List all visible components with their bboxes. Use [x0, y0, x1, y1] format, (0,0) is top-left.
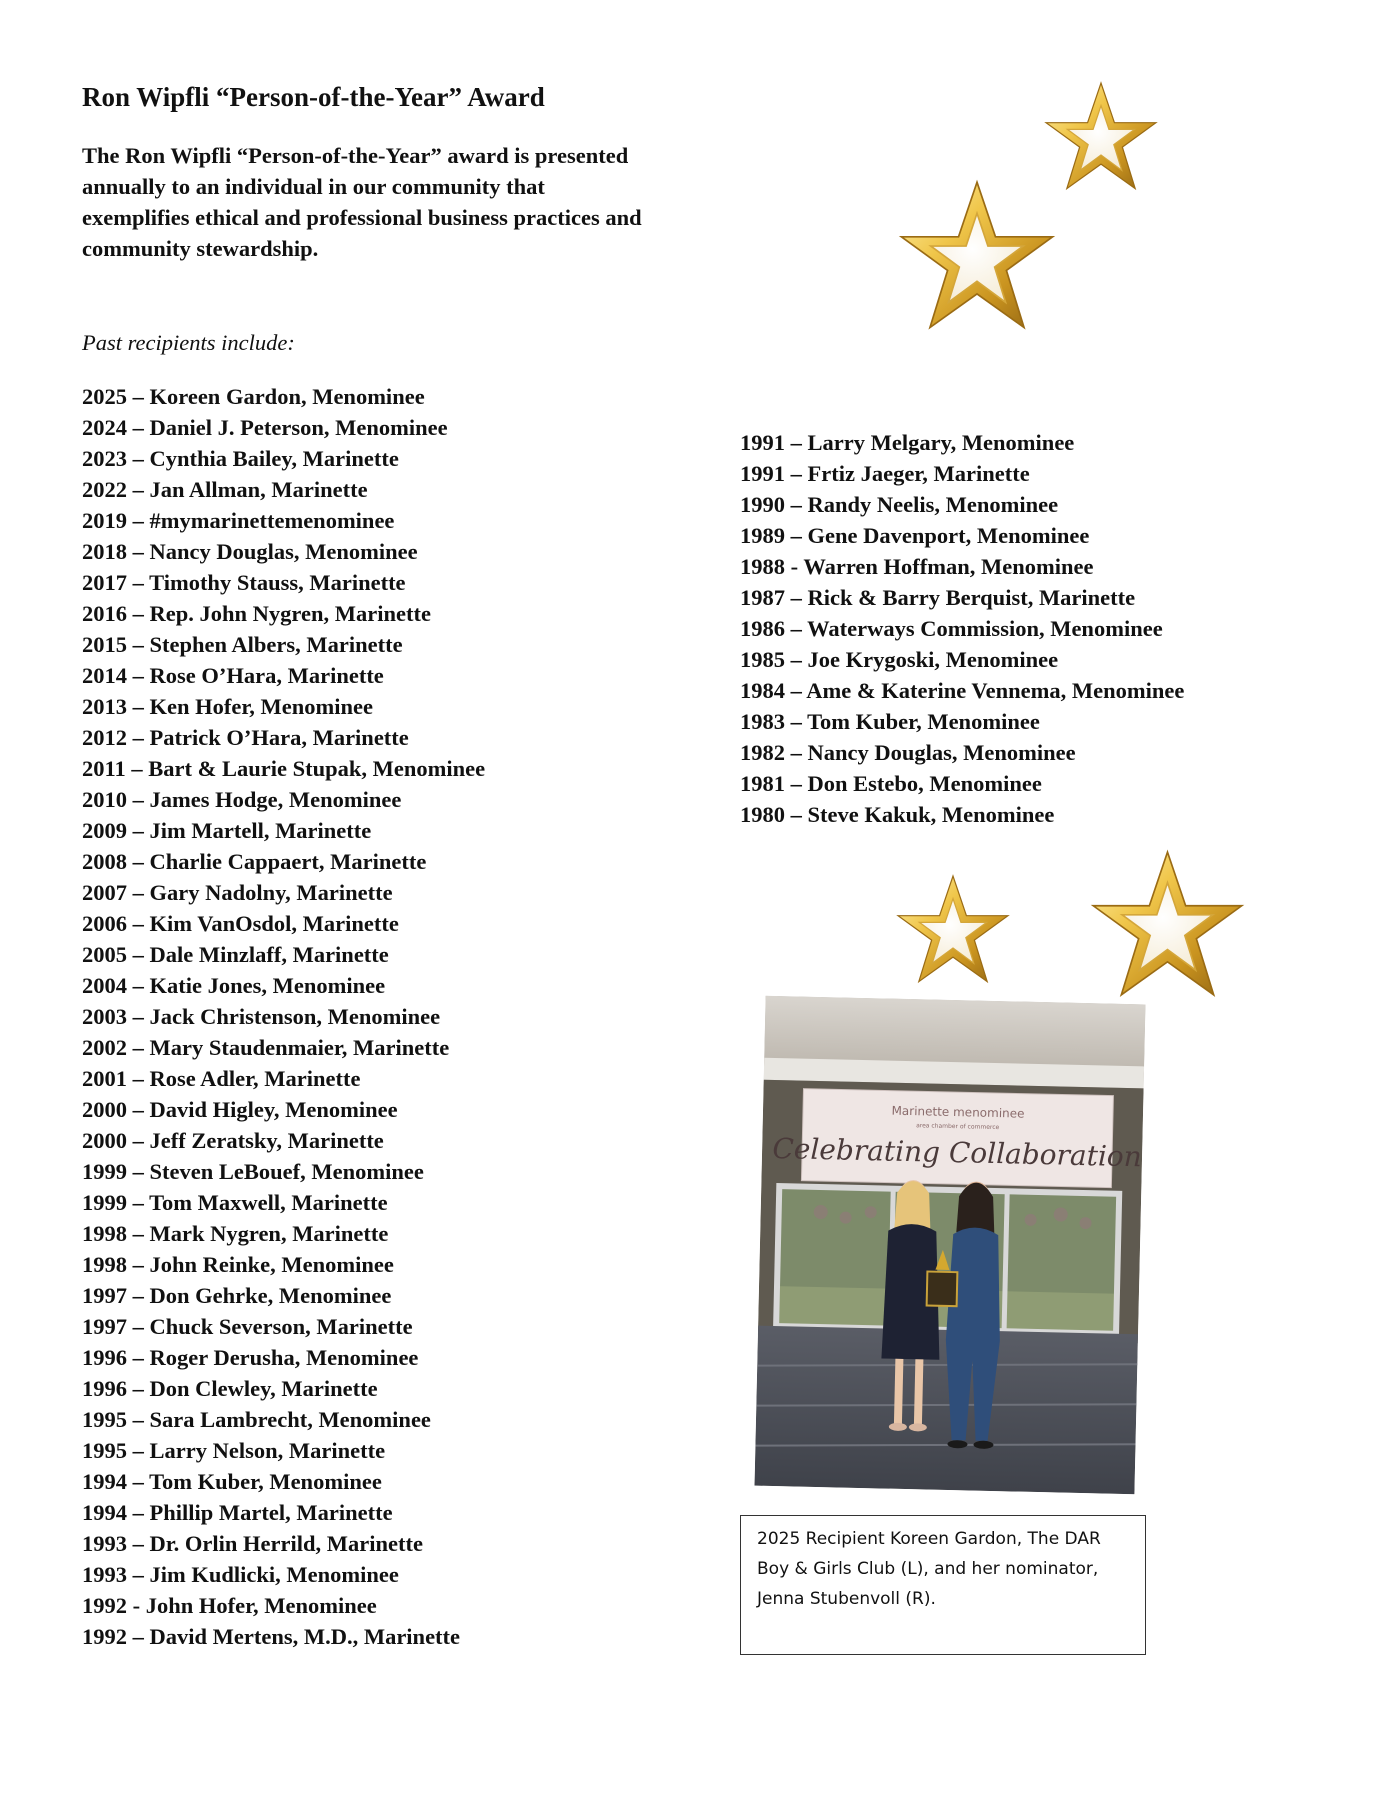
recipient-entry: 2010 – James Hodge, Menominee — [82, 787, 402, 812]
recipients-list-left — [82, 381, 485, 1652]
recipient-entry: 2007 – Gary Nadolny, Marinette — [82, 880, 393, 905]
award-description: The Ron Wipfli “Person-of-the-Year” award is presented annually to an individual in our community that exemplifies ethical and professional business practices and community stewardship. — [82, 143, 642, 261]
recipient-entry: 2014 – Rose O’Hara, Marinette — [82, 663, 384, 688]
recipient-entry: 2025 – Koreen Gardon, Menominee — [82, 384, 425, 409]
recipient-entry: 1997 – Chuck Severson, Marinette — [82, 1314, 413, 1339]
recipient-entry: 1982 – Nancy Douglas, Menominee — [740, 740, 1076, 765]
page-title: Ron Wipfli “Person-of-the-Year” Award — [82, 82, 545, 112]
gold-star-icon — [892, 873, 1014, 995]
recipient-entry: 1983 – Tom Kuber, Menominee — [740, 709, 1040, 734]
recipient-entry: 2001 – Rose Adler, Marinette — [82, 1066, 361, 1091]
banner-text: Celebrating Collaboration — [772, 1131, 1143, 1174]
past-recipients-label: Past recipients include: — [82, 330, 295, 355]
recipient-entry: 1993 – Dr. Orlin Herrild, Marinette — [82, 1531, 423, 1556]
recipient-entry: 1988 - Warren Hoffman, Menominee — [740, 554, 1094, 579]
recipient-entry: 1984 – Ame & Katerine Vennema, Menominee — [740, 678, 1185, 703]
recipient-entry: 2000 – David Higley, Menominee — [82, 1097, 398, 1122]
recipient-entry: 1998 – John Reinke, Menominee — [82, 1252, 394, 1277]
recipients-list-right — [740, 427, 1184, 830]
recipient-entry: 1987 – Rick & Barry Berquist, Marinette — [740, 585, 1136, 610]
recipient-entry: 2013 – Ken Hofer, Menominee — [82, 694, 373, 719]
recipient-entry: 2012 – Patrick O’Hara, Marinette — [82, 725, 409, 750]
recipient-entry: 1998 – Mark Nygren, Marinette — [82, 1221, 389, 1246]
recipient-entry: 1995 – Larry Nelson, Marinette — [82, 1438, 386, 1463]
recipient-entry: 1989 – Gene Davenport, Menominee — [740, 523, 1090, 548]
recipient-entry: 1999 – Steven LeBouef, Menominee — [82, 1159, 424, 1184]
banner-logo-text: Marinette menominee — [891, 1103, 1025, 1121]
recipient-entry: 1991 – Larry Melgary, Menominee — [740, 430, 1075, 455]
recipient-entry: 2019 – #mymarinettemenominee — [82, 508, 395, 533]
recipient-entry: 2005 – Dale Minzlaff, Marinette — [82, 942, 389, 967]
recipient-entry: 2008 – Charlie Cappaert, Marinette — [82, 849, 427, 874]
recipient-entry: 1995 – Sara Lambrecht, Menominee — [82, 1407, 431, 1432]
recipient-entry: 2004 – Katie Jones, Menominee — [82, 973, 386, 998]
recipient-entry: 1994 – Phillip Martel, Marinette — [82, 1500, 393, 1525]
recipient-entry: 2015 – Stephen Albers, Marinette — [82, 632, 403, 657]
recipient-entry: 2011 – Bart & Laurie Stupak, Menominee — [82, 756, 486, 781]
recipient-entry: 1992 – David Mertens, M.D., Marinette — [82, 1624, 461, 1649]
banner-subtitle-text: area chamber of commerce — [916, 1122, 1000, 1132]
recipient-entry: 1999 – Tom Maxwell, Marinette — [82, 1190, 388, 1215]
recipient-entry: 2009 – Jim Martell, Marinette — [82, 818, 372, 843]
recipient-entry: 1996 – Don Clewley, Marinette — [82, 1376, 378, 1401]
recipient-entry: 2018 – Nancy Douglas, Menominee — [82, 539, 418, 564]
recipient-entry: 1996 – Roger Derusha, Menominee — [82, 1345, 419, 1370]
recipient-entry: 1990 – Randy Neelis, Menominee — [740, 492, 1059, 517]
recipient-entry: 1993 – Jim Kudlicki, Menominee — [82, 1562, 399, 1587]
recipient-entry: 1981 – Don Estebo, Menominee — [740, 771, 1042, 796]
recipient-entry: 1980 – Steve Kakuk, Menominee — [740, 802, 1055, 827]
recipient-entry: 2024 – Daniel J. Peterson, Menominee — [82, 415, 448, 440]
recipient-entry: 1986 – Waterways Commission, Menominee — [740, 616, 1163, 641]
recipient-entry: 2000 – Jeff Zeratsky, Marinette — [82, 1128, 384, 1153]
gold-star-icon — [1085, 848, 1250, 1013]
recipient-entry: 2002 – Mary Staudenmaier, Marinette — [82, 1035, 450, 1060]
award-photo — [754, 996, 1145, 1494]
recipient-entry: 2006 – Kim VanOsdol, Marinette — [82, 911, 399, 936]
photo-caption: 2025 Recipient Koreen Gardon, The DAR Boy & Girls Club (L), and her nominator, Jenna Stubenvoll (R). — [740, 1515, 1146, 1655]
recipient-entry: 2022 – Jan Allman, Marinette — [82, 477, 368, 502]
recipient-entry: 1991 – Frtiz Jaeger, Marinette — [740, 461, 1030, 486]
recipient-entry: 1985 – Joe Krygoski, Menominee — [740, 647, 1059, 672]
gold-star-icon — [893, 178, 1061, 346]
recipient-entry: 1994 – Tom Kuber, Menominee — [82, 1469, 382, 1494]
recipient-entry: 2016 – Rep. John Nygren, Marinette — [82, 601, 431, 626]
recipient-entry: 2017 – Timothy Stauss, Marinette — [82, 570, 406, 595]
recipient-entry: 2003 – Jack Christenson, Menominee — [82, 1004, 441, 1029]
recipient-entry: 1997 – Don Gehrke, Menominee — [82, 1283, 392, 1308]
recipient-entry: 2023 – Cynthia Bailey, Marinette — [82, 446, 399, 471]
recipient-entry: 1992 - John Hofer, Menominee — [82, 1593, 377, 1618]
